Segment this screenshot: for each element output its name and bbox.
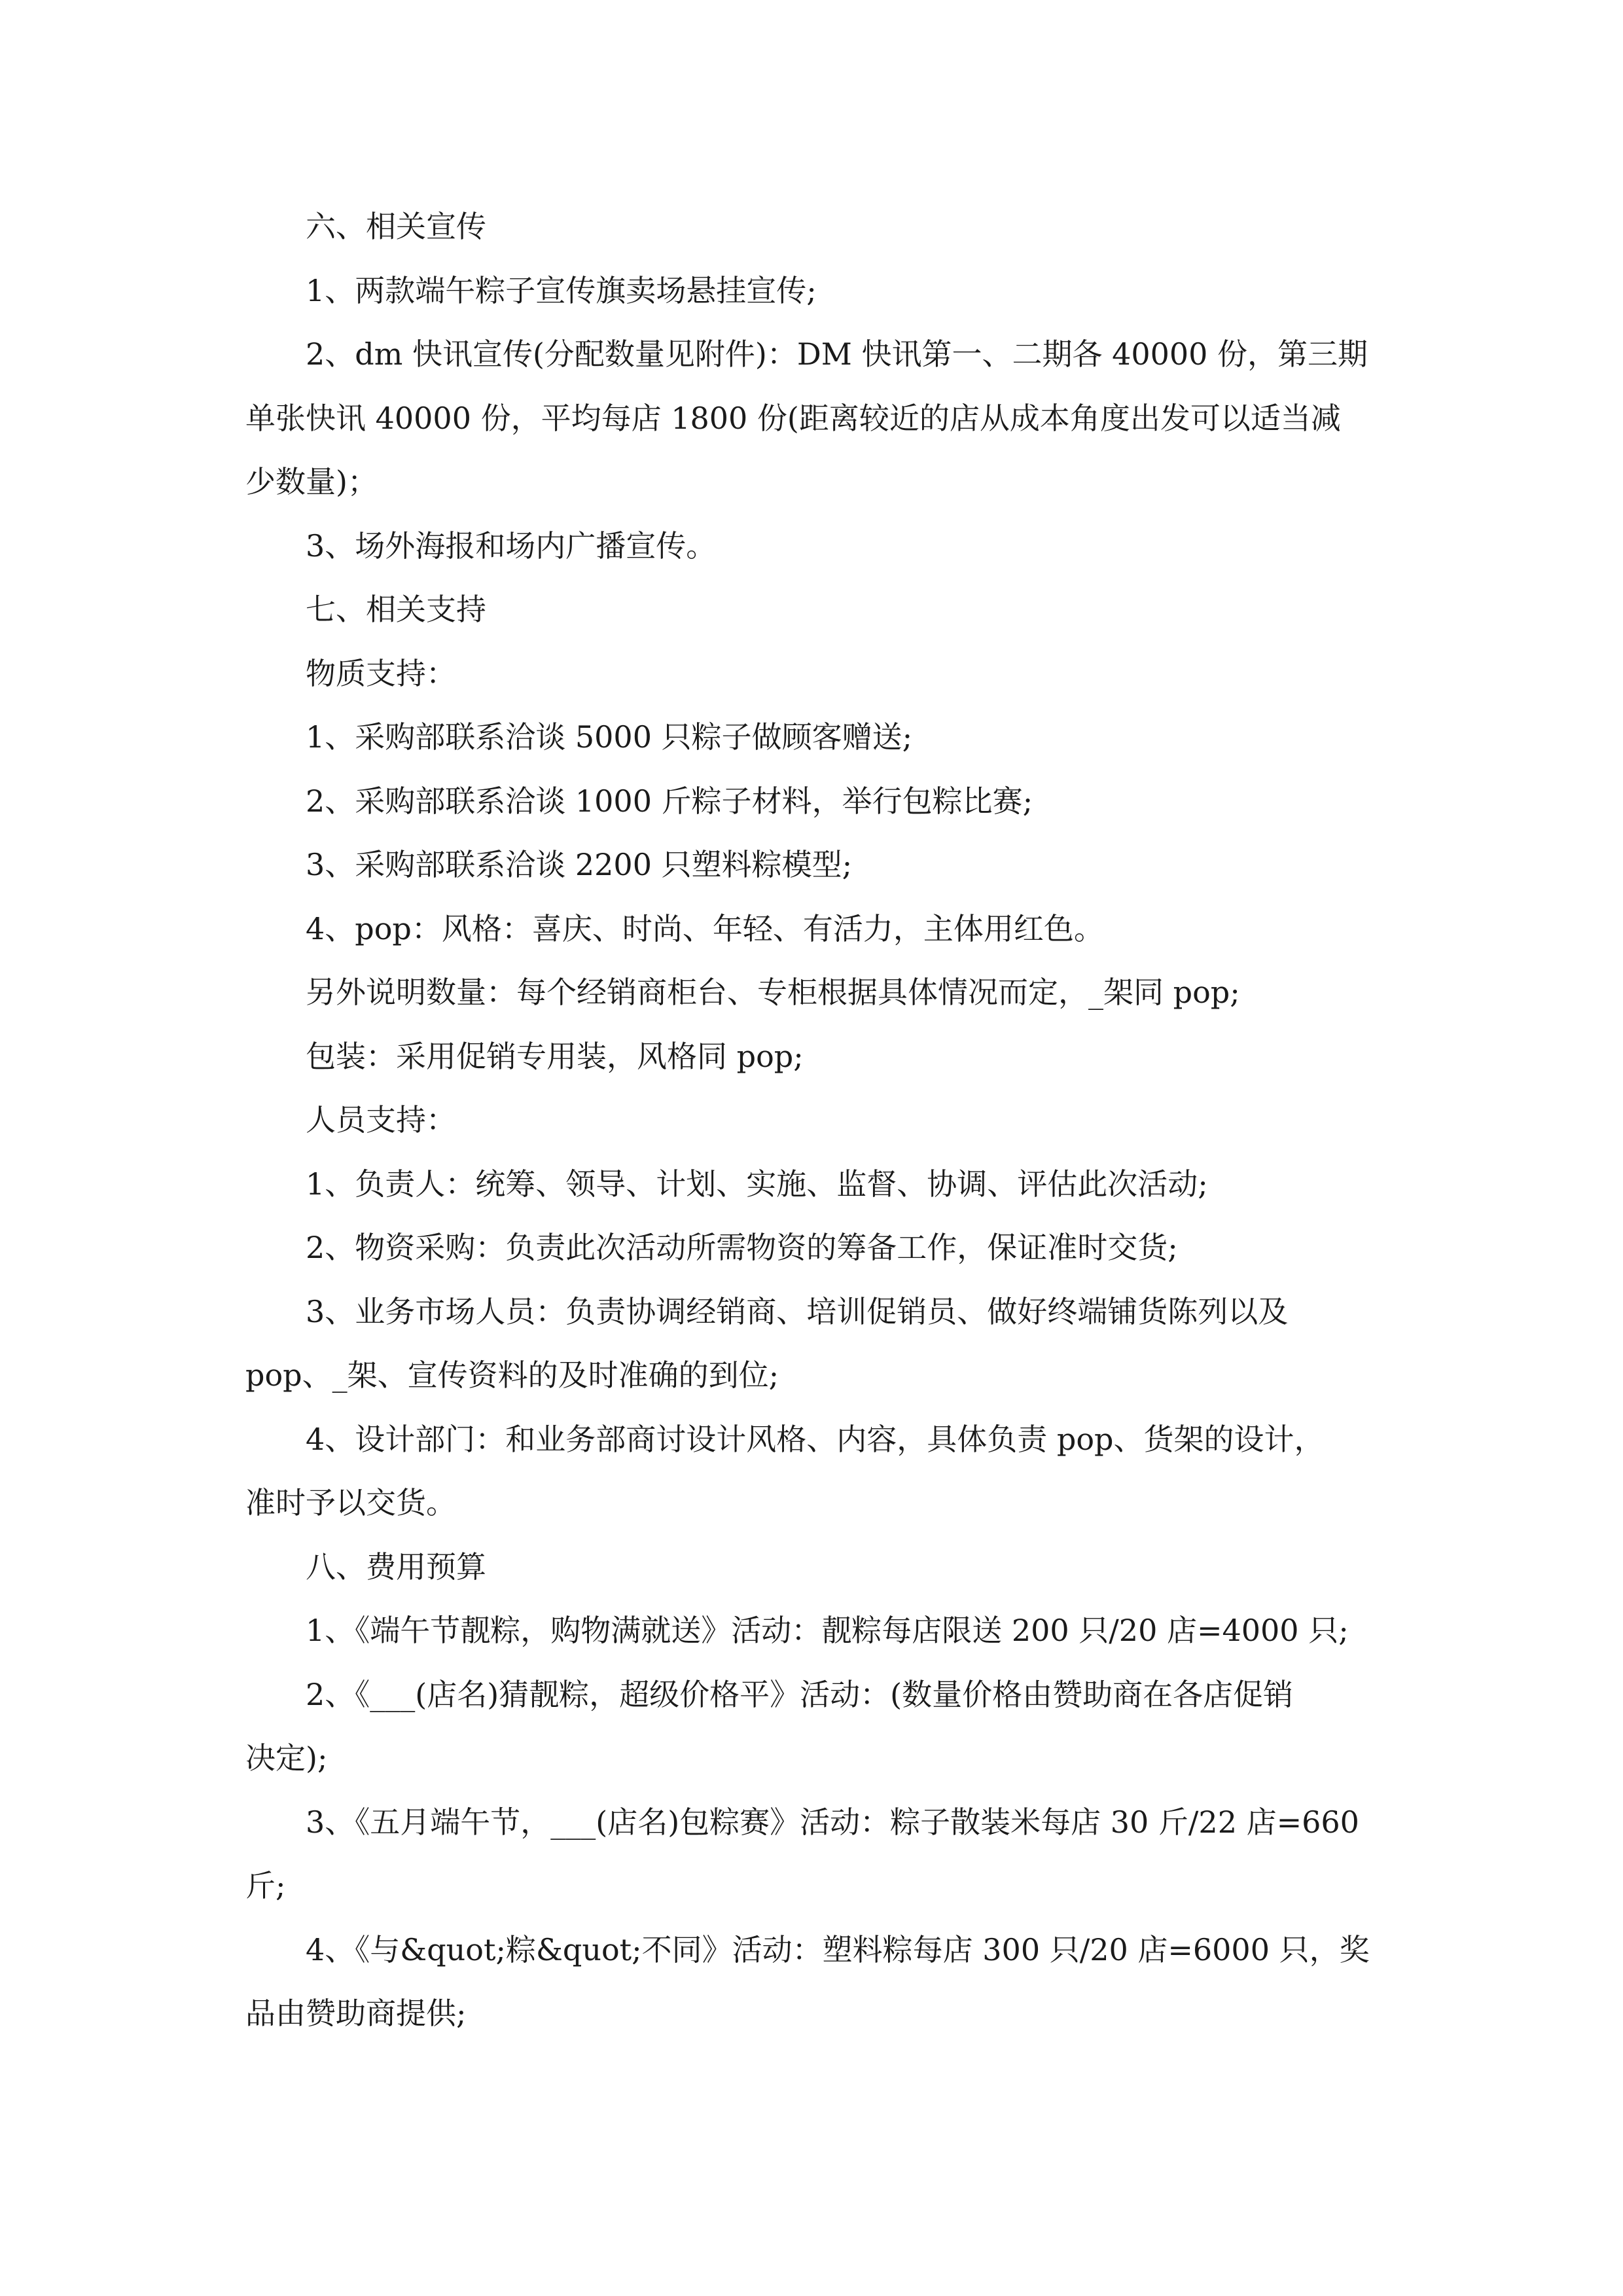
paragraph-line: 另外说明数量：每个经销商柜台、专柜根据具体情况而定，_架同 pop; <box>306 975 1240 1010</box>
paragraph-line: 包装：采用促销专用装，风格同 pop; <box>306 1038 804 1074</box>
paragraph-line: 准时予以交货。 <box>245 1485 456 1520</box>
document-body <box>245 195 1379 2046</box>
paragraph-line: 4、《与&quot;粽&quot;不同》活动：塑料粽每店 300 只/20 店=6000 只，奖 <box>306 1931 1370 1967</box>
paragraph-line: 1、采购部联系洽谈 5000 只粽子做顾客赠送; <box>306 719 913 755</box>
paragraph-line: 决定); <box>245 1740 328 1776</box>
paragraph-line: 1、两款端午粽子宣传旗卖场悬挂宣传; <box>306 272 817 308</box>
paragraph-line: 4、设计部门：和业务部商讨设计风格、内容，具体负责 pop、货架的设计， <box>306 1421 1325 1457</box>
paragraph-line: 3、《五月端午节，___(店名)包粽赛》活动：粽子散装米每店 30 斤/22 店=660 <box>306 1804 1359 1840</box>
paragraph-line: 3、业务市场人员：负责协调经销商、培训促销员、做好终端铺货陈列以及 <box>306 1293 1289 1329</box>
paragraph-line: 2、dm 快讯宣传(分配数量见附件)：DM 快讯第一、二期各 40000 份，第三期 <box>306 336 1368 372</box>
section-heading-publicity: 六、相关宣传 <box>306 209 486 244</box>
paragraph-line: 4、pop：风格：喜庆、时尚、年轻、有活力，主体用红色。 <box>306 910 1104 946</box>
paragraph-line: pop、_架、宣传资料的及时准确的到位; <box>245 1357 779 1393</box>
paragraph-line: 1、《端午节靓粽，购物满就送》活动：靓粽每店限送 200 只/20 店=4000 只; <box>306 1613 1349 1648</box>
paragraph-line: 单张快讯 40000 份，平均每店 1800 份(距离较近的店从成本角度出发可以适当减 <box>245 400 1341 436</box>
paragraph-line: 3、场外海报和场内广播宣传。 <box>306 528 717 564</box>
paragraph-line: 品由赞助商提供; <box>245 1996 467 2031</box>
section-heading-budget: 八、费用预算 <box>306 1549 486 1585</box>
section-heading-support: 七、相关支持 <box>306 592 486 627</box>
paragraph-line: 3、采购部联系洽谈 2200 只塑料粽模型; <box>306 847 853 882</box>
paragraph-line: 少数量)； <box>245 464 378 499</box>
subheading-material-support: 物质支持： <box>306 655 456 691</box>
subheading-staff-support: 人员支持： <box>306 1102 456 1138</box>
paragraph-line: 2、物资采购：负责此次活动所需物资的筹备工作，保证准时交货; <box>306 1230 1178 1265</box>
paragraph-line: 斤; <box>245 1868 286 1903</box>
paragraph-line: 1、负责人：统筹、领导、计划、实施、监督、协调、评估此次活动; <box>306 1166 1208 1202</box>
paragraph-line: 2、《___(店名)猜靓粽，超级价格平》活动：(数量价格由赞助商在各店促销 <box>306 1676 1294 1712</box>
paragraph-line: 2、采购部联系洽谈 1000 斤粽子材料，举行包粽比赛; <box>306 783 1033 819</box>
